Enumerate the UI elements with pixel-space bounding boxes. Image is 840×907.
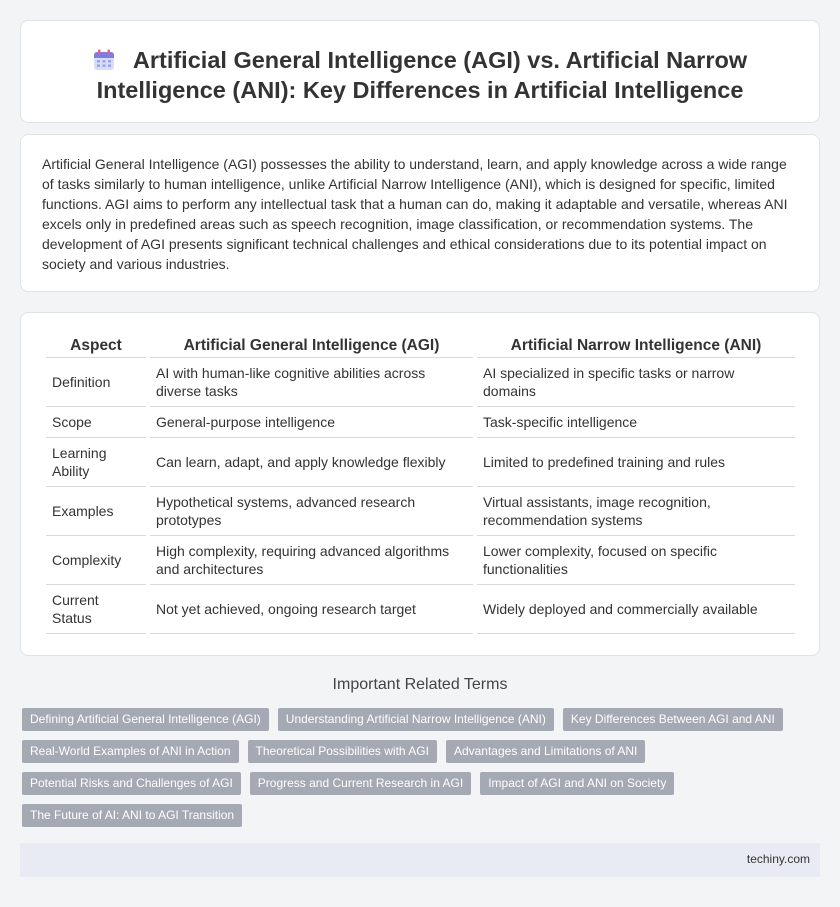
footer-site-link[interactable]: techiny.com (746, 852, 810, 866)
page-title (61, 45, 779, 105)
title-card (20, 20, 820, 123)
related-term-tag[interactable]: Real-World Examples of ANI in Action (22, 740, 239, 763)
related-term-tag[interactable]: Theoretical Possibilities with AGI (248, 740, 437, 763)
related-terms-title: Important Related Terms (332, 676, 508, 693)
related-term-tag[interactable]: Understanding Artificial Narrow Intelligence (ANI) (278, 708, 554, 731)
row-aspect: Complexity (46, 536, 146, 585)
related-term-tag[interactable]: Impact of AGI and ANI on Society (480, 772, 674, 795)
row-ani: Widely deployed and commercially available (477, 585, 795, 634)
row-agi: Not yet achieved, ongoing research target (150, 585, 473, 634)
related-term-tag[interactable]: Potential Risks and Challenges of AGI (22, 772, 241, 795)
row-aspect: Current Status (46, 585, 146, 634)
intro-card (20, 134, 820, 292)
related-terms-list (22, 708, 802, 836)
row-aspect: Scope (46, 407, 146, 438)
row-aspect: Examples (46, 487, 146, 536)
table-row (46, 487, 795, 536)
row-aspect: Definition (46, 358, 146, 407)
related-term-tag[interactable]: Key Differences Between AGI and ANI (563, 708, 783, 731)
row-aspect: Learning Ability (46, 438, 146, 487)
header-agi: Artificial General Intelligence (AGI) (150, 331, 473, 358)
related-term-tag[interactable]: Progress and Current Research in AGI (250, 772, 471, 795)
row-ani: Virtual assistants, image recognition, recommendation systems (477, 487, 795, 536)
table-header-row (46, 331, 795, 358)
table-row (46, 585, 795, 634)
table-row (46, 407, 795, 438)
row-agi: Can learn, adapt, and apply knowledge flexibly (150, 438, 473, 487)
row-agi: General-purpose intelligence (150, 407, 473, 438)
table-row (46, 536, 795, 585)
footer (20, 843, 820, 877)
row-ani: AI specialized in specific tasks or narrow domains (477, 358, 795, 407)
header-aspect: Aspect (46, 331, 146, 358)
table-row (46, 438, 795, 487)
related-term-tag[interactable]: Defining Artificial General Intelligence (AGI) (22, 708, 269, 731)
row-agi: High complexity, requiring advanced algorithms and architectures (150, 536, 473, 585)
related-term-tag[interactable]: The Future of AI: ANI to AGI Transition (22, 804, 242, 827)
intro-paragraph: Artificial General Intelligence (AGI) possesses the ability to understand, learn, and apply knowledge across a wide range of tasks similarly to human intelligence, unlike Artificial Narrow Intelligence (ANI), which is designed for specific, limited functions. AGI aims to perform any intellectual task that a human can do, making it adaptable and versatile, whereas ANI excels only in predefined areas such as speech recognition, image classification, or recommendation systems. The development of AGI presents significant technical challenges and ethical considerations due to its potential impact on society and various industries. (42, 156, 788, 272)
comparison-table (42, 331, 799, 634)
table-row (46, 358, 795, 407)
header-ani: Artificial Narrow Intelligence (ANI) (477, 331, 795, 358)
comparison-table-card (20, 312, 820, 656)
row-ani: Limited to predefined training and rules (477, 438, 795, 487)
row-agi: Hypothetical systems, advanced research prototypes (150, 487, 473, 536)
row-ani: Lower complexity, focused on specific functionalities (477, 536, 795, 585)
page-title-text: Artificial General Intelligence (AGI) vs. Artificial Narrow Intelligence (ANI): Key Differences in Artificial Intelligence (96, 47, 748, 103)
related-term-tag[interactable]: Advantages and Limitations of ANI (446, 740, 645, 763)
calendar-icon (93, 49, 115, 71)
row-ani: Task-specific intelligence (477, 407, 795, 438)
row-agi: AI with human-like cognitive abilities across diverse tasks (150, 358, 473, 407)
